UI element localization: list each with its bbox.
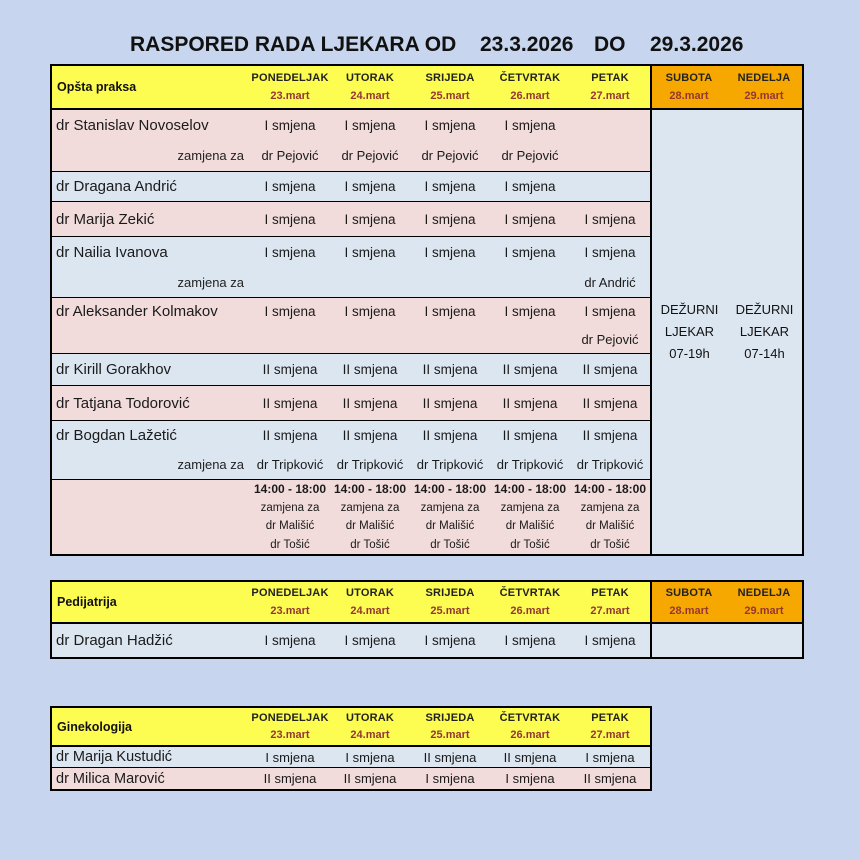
doctor-name: dr Dragana Andrić <box>56 178 177 195</box>
shift-cell <box>570 480 650 554</box>
doctor-row <box>52 298 650 354</box>
shift-cell <box>570 172 650 201</box>
duty-line: 07-19h <box>669 346 710 361</box>
shift-cell <box>570 110 650 171</box>
doctor-name-cell <box>52 747 250 767</box>
shift-line: I smjena <box>264 244 316 260</box>
doctor-name: dr Dragan Hadžić <box>56 632 173 649</box>
doctor-row <box>52 624 650 657</box>
shift-line: dr Tripković <box>496 457 564 472</box>
doctor-name-cell <box>52 354 250 385</box>
shift-line: dr Pejović <box>581 331 639 347</box>
day-name: SUBOTA <box>665 587 713 600</box>
shift-cell <box>250 624 330 657</box>
day-header <box>490 582 570 622</box>
shift-line: 14:00 - 18:00 <box>493 482 567 497</box>
shift-cell <box>330 110 410 171</box>
shift-line: dr Tošić <box>350 538 390 551</box>
shift-cell <box>490 110 570 171</box>
shift-cell <box>250 386 330 420</box>
shift-cell <box>330 172 410 201</box>
shift-line: II smjena <box>582 428 638 443</box>
shift-line: II smjena <box>583 771 637 786</box>
doctor-name: dr Nailia Ivanova <box>56 243 168 261</box>
doctor-row <box>52 202 650 237</box>
shift-line: I smjena <box>504 211 556 227</box>
table-header <box>52 582 802 624</box>
shift-line: I smjena <box>584 244 636 260</box>
shift-cell <box>330 386 410 420</box>
shift-cell <box>490 298 570 353</box>
shift-line <box>490 326 570 354</box>
shift-line: I smjena <box>344 179 396 194</box>
shift-line: I smjena <box>424 179 476 194</box>
shift-line: 14:00 - 18:00 <box>573 482 647 497</box>
doctor-name-cell <box>52 768 250 789</box>
shift-line: dr Mališić <box>505 520 555 533</box>
shift-line: zamjena za <box>340 501 400 514</box>
day-header <box>490 66 570 108</box>
table-header <box>52 708 650 747</box>
shift-line: dr Pejović <box>421 148 479 164</box>
shift-line: I smjena <box>424 244 476 260</box>
shift-line <box>410 326 490 354</box>
weekend-header <box>726 66 802 108</box>
shift-line: I smjena <box>345 749 395 765</box>
substitute-label: zamjena za <box>177 148 244 164</box>
shift-line: 14:00 - 18:00 <box>253 482 327 497</box>
shift-line <box>570 110 650 141</box>
shift-cell <box>330 747 410 767</box>
doctor-name-cell <box>52 480 250 554</box>
day-date: 25.mart <box>430 728 470 741</box>
shift-cell <box>410 354 490 385</box>
shift-cell <box>250 237 330 297</box>
shift-line: II smjena <box>342 428 398 443</box>
shift-cell <box>250 110 330 171</box>
shift-line: I smjena <box>424 304 476 320</box>
day-name: SRIJEDA <box>425 587 475 600</box>
shift-line <box>250 326 330 354</box>
shift-line: dr Tošić <box>270 538 310 551</box>
shift-line: II smjena <box>262 362 318 377</box>
shift-line: zamjena za <box>420 501 480 514</box>
shift-cell <box>330 298 410 353</box>
weekend-duty-cell <box>650 110 802 554</box>
shift-line: I smjena <box>344 304 396 320</box>
doctor-name: dr Bogdan Lažetić <box>56 427 177 444</box>
doctor-name-cell <box>52 624 250 657</box>
doctor-name <box>56 480 246 499</box>
shift-cell <box>490 237 570 297</box>
shift-line <box>410 267 490 297</box>
shift-cell <box>330 202 410 236</box>
day-header <box>490 708 570 745</box>
day-name: NEDELJA <box>737 587 791 600</box>
shift-cell <box>250 421 330 479</box>
day-date: 28.mart <box>669 604 709 617</box>
duty-sunday <box>727 299 802 365</box>
shift-line: dr Mališić <box>425 520 475 533</box>
day-header <box>410 708 490 745</box>
doctor-name: dr Marija Zekić <box>56 210 155 228</box>
weekend-header <box>650 582 726 622</box>
shift-line: I smjena <box>265 749 315 765</box>
shift-line: I smjena <box>504 633 556 648</box>
shift-line: I smjena <box>584 633 636 648</box>
shift-line: I smjena <box>504 244 556 260</box>
shift-line: I smjena <box>504 179 556 194</box>
shift-line: dr Tošić <box>430 538 470 551</box>
substitute-label: zamjena za <box>177 274 244 290</box>
shift-cell <box>250 298 330 353</box>
shift-line: 14:00 - 18:00 <box>413 482 487 497</box>
shift-cell <box>330 480 410 554</box>
table-body <box>52 747 650 789</box>
day-name: SUBOTA <box>665 72 713 84</box>
doctor-name-cell <box>52 386 250 420</box>
shift-line: I smjena <box>584 304 636 320</box>
shift-line: dr Pejović <box>341 148 399 164</box>
duty-saturday <box>652 299 727 365</box>
shift-cell <box>410 386 490 420</box>
shift-line: dr Mališić <box>265 520 315 533</box>
day-header <box>250 582 330 622</box>
substitute-label <box>56 536 246 555</box>
shift-cell <box>490 624 570 657</box>
doctor-name-cell <box>52 202 250 236</box>
schedule-table-pedijatrija <box>50 580 804 659</box>
shift-cell <box>250 480 330 554</box>
shift-cell <box>330 421 410 479</box>
doctor-row <box>52 421 650 480</box>
shift-line: I smjena <box>344 244 396 260</box>
doctor-name: dr Kirill Gorakhov <box>56 361 172 378</box>
day-date: 24.mart <box>350 604 390 617</box>
shift-cell <box>410 202 490 236</box>
shift-line: dr Pejović <box>501 148 559 164</box>
day-name: SRIJEDA <box>425 712 475 725</box>
day-date: 27.mart <box>590 90 630 102</box>
shift-line: I smjena <box>424 633 476 648</box>
doctor-row <box>52 110 650 172</box>
shift-cell <box>330 768 410 789</box>
shift-cell <box>410 172 490 201</box>
day-date: 24.mart <box>350 728 390 741</box>
day-date: 23.mart <box>270 728 310 741</box>
day-header <box>250 708 330 745</box>
shift-cell <box>570 747 650 767</box>
day-name: UTORAK <box>345 712 395 725</box>
shift-line: II smjena <box>502 428 558 443</box>
day-header <box>410 66 490 108</box>
shift-cell <box>490 768 570 789</box>
shift-cell <box>410 421 490 479</box>
shift-cell <box>570 298 650 353</box>
day-header <box>410 582 490 622</box>
day-name: ČETVRTAK <box>499 712 561 725</box>
weekend-header <box>650 66 726 108</box>
day-name: ČETVRTAK <box>499 72 561 84</box>
shift-line: zamjena za <box>260 501 320 514</box>
day-name: PETAK <box>591 587 629 600</box>
doctor-name: dr Stanislav Novoselov <box>56 116 209 134</box>
shift-line: II smjena <box>423 749 477 765</box>
shift-cell <box>250 747 330 767</box>
day-header <box>570 582 650 622</box>
shift-line <box>570 172 650 201</box>
shift-line: II smjena <box>582 395 638 411</box>
shift-line: dr Tripković <box>576 457 644 472</box>
shift-line: I smjena <box>584 211 636 227</box>
duty-line: LJEKAR <box>664 324 715 339</box>
shift-line: II smjena <box>503 749 557 765</box>
shift-line: II smjena <box>343 771 397 786</box>
shift-line: I smjena <box>264 633 316 648</box>
shift-line <box>570 141 650 172</box>
day-date: 29.mart <box>744 604 784 617</box>
day-name: SRIJEDA <box>425 72 475 84</box>
doctor-row <box>52 237 650 298</box>
day-header <box>570 66 650 108</box>
day-name: UTORAK <box>345 72 395 84</box>
section-label: Pedijatrija <box>52 582 250 622</box>
shift-line <box>330 326 410 354</box>
doctor-row <box>52 480 650 554</box>
shift-line <box>490 267 570 297</box>
day-date: 25.mart <box>430 604 470 617</box>
day-date: 26.mart <box>510 604 550 617</box>
doctor-name-cell <box>52 298 250 353</box>
shift-cell <box>570 624 650 657</box>
doctor-name-cell <box>52 421 250 479</box>
doctor-row <box>52 354 650 386</box>
shift-cell <box>490 202 570 236</box>
duty-line: DEŽURNI <box>660 302 719 317</box>
shift-line: dr Pejović <box>261 148 319 164</box>
day-date: 23.mart <box>270 604 310 617</box>
duty-line: DEŽURNI <box>735 302 794 317</box>
shift-line: II smjena <box>342 395 398 411</box>
shift-cell <box>410 624 490 657</box>
shift-cell <box>570 237 650 297</box>
shift-line: dr Tripković <box>256 457 324 472</box>
title-do-label: DO <box>594 33 626 56</box>
shift-cell <box>250 768 330 789</box>
title-to-date: 29.3.2026 <box>650 33 744 56</box>
shift-line: II smjena <box>502 362 558 377</box>
shift-line: I smjena <box>424 211 476 227</box>
shift-line: I smjena <box>344 117 396 133</box>
shift-cell <box>410 747 490 767</box>
shift-cell <box>570 202 650 236</box>
shift-line: I smjena <box>425 771 475 786</box>
day-name: PONEDELJAK <box>251 712 329 725</box>
day-name: UTORAK <box>345 587 395 600</box>
schedule-table-ginekologija <box>50 706 652 791</box>
day-name: PONEDELJAK <box>251 587 329 600</box>
day-date: 26.mart <box>510 728 550 741</box>
shift-cell <box>250 172 330 201</box>
shift-line: I smjena <box>264 179 316 194</box>
shift-cell <box>410 237 490 297</box>
shift-line: dr Mališić <box>345 520 395 533</box>
doctor-name-cell <box>52 110 250 171</box>
shift-line: II smjena <box>342 362 398 377</box>
day-name: ČETVRTAK <box>499 587 561 600</box>
shift-line: dr Tošić <box>510 538 550 551</box>
shift-line: II smjena <box>422 362 478 377</box>
shift-line: zamjena za <box>580 501 640 514</box>
shift-cell <box>570 421 650 479</box>
day-date: 29.mart <box>744 90 784 102</box>
shift-cell <box>490 172 570 201</box>
shift-line: I smjena <box>505 771 555 786</box>
day-name: PETAK <box>591 72 629 84</box>
section-label: Ginekologija <box>52 708 250 745</box>
shift-cell <box>570 768 650 789</box>
doctor-row <box>52 747 650 768</box>
day-date: 25.mart <box>430 90 470 102</box>
shift-line: dr Mališić <box>585 520 635 533</box>
shift-line <box>250 267 330 297</box>
doctor-row <box>52 172 650 202</box>
day-date: 23.mart <box>270 90 310 102</box>
shift-cell <box>330 237 410 297</box>
doctor-name: dr Aleksander Kolmakov <box>56 303 218 321</box>
shift-cell <box>490 386 570 420</box>
shift-cell <box>330 354 410 385</box>
shift-cell <box>410 768 490 789</box>
day-header <box>570 708 650 745</box>
shift-line: II smjena <box>582 362 638 377</box>
table-header <box>52 66 802 110</box>
shift-cell <box>410 298 490 353</box>
duty-line: LJEKAR <box>739 324 790 339</box>
shift-cell <box>490 747 570 767</box>
shift-cell <box>410 480 490 554</box>
substitute-label <box>56 326 246 354</box>
doctor-row <box>52 386 650 421</box>
shift-line: II smjena <box>262 428 318 443</box>
day-date: 26.mart <box>510 90 550 102</box>
doctor-name: dr Tatjana Todorović <box>56 394 190 412</box>
shift-line: I smjena <box>504 117 556 133</box>
shift-cell <box>330 624 410 657</box>
schedule-table-opsta-praksa <box>50 64 804 556</box>
shift-line: I smjena <box>264 117 316 133</box>
day-date: 27.mart <box>590 604 630 617</box>
shift-line <box>330 267 410 297</box>
shift-line: I smjena <box>344 633 396 648</box>
day-header <box>330 66 410 108</box>
weekend-header <box>726 582 802 622</box>
doctor-name-cell <box>52 237 250 297</box>
shift-cell <box>490 480 570 554</box>
shift-line: II smjena <box>262 395 318 411</box>
shift-cell <box>490 354 570 385</box>
shift-line: II smjena <box>263 771 317 786</box>
day-name: PONEDELJAK <box>251 72 329 84</box>
shift-cell <box>570 386 650 420</box>
shift-cell <box>250 354 330 385</box>
shift-line: I smjena <box>585 749 635 765</box>
duty-line: 07-14h <box>744 346 785 361</box>
substitute-label <box>56 499 246 518</box>
doctor-row <box>52 768 650 789</box>
substitute-label <box>56 517 246 536</box>
day-name: NEDELJA <box>737 72 791 84</box>
shift-line: dr Tripković <box>416 457 484 472</box>
shift-cell <box>490 421 570 479</box>
doctor-name-cell <box>52 172 250 201</box>
doctor-name: dr Milica Marović <box>56 770 165 787</box>
shift-cell <box>570 354 650 385</box>
shift-line: II smjena <box>502 395 558 411</box>
shift-line: II smjena <box>422 395 478 411</box>
doctor-name: dr Marija Kustudić <box>56 749 173 765</box>
weekend-empty-cell <box>650 624 802 657</box>
day-header <box>250 66 330 108</box>
day-date: 28.mart <box>669 90 709 102</box>
section-label: Opšta praksa <box>52 66 250 108</box>
shift-line: II smjena <box>422 428 478 443</box>
shift-line: I smjena <box>264 304 316 320</box>
title-text: RASPORED RADA LJEKARA OD <box>130 33 457 56</box>
shift-line: I smjena <box>344 211 396 227</box>
substitute-label: zamjena za <box>177 457 244 472</box>
day-header <box>330 708 410 745</box>
shift-line: I smjena <box>264 211 316 227</box>
shift-line: dr Tripković <box>336 457 404 472</box>
shift-line: zamjena za <box>500 501 560 514</box>
day-date: 24.mart <box>350 90 390 102</box>
day-header <box>330 582 410 622</box>
day-date: 27.mart <box>590 728 630 741</box>
shift-cell <box>410 110 490 171</box>
shift-line: I smjena <box>504 304 556 320</box>
day-name: PETAK <box>591 712 629 725</box>
shift-line: 14:00 - 18:00 <box>333 482 407 497</box>
shift-cell <box>250 202 330 236</box>
shift-line: I smjena <box>424 117 476 133</box>
shift-line: dr Andrić <box>584 274 636 290</box>
shift-line: dr Tošić <box>590 538 630 551</box>
title-from-date: 23.3.2026 <box>480 33 574 56</box>
